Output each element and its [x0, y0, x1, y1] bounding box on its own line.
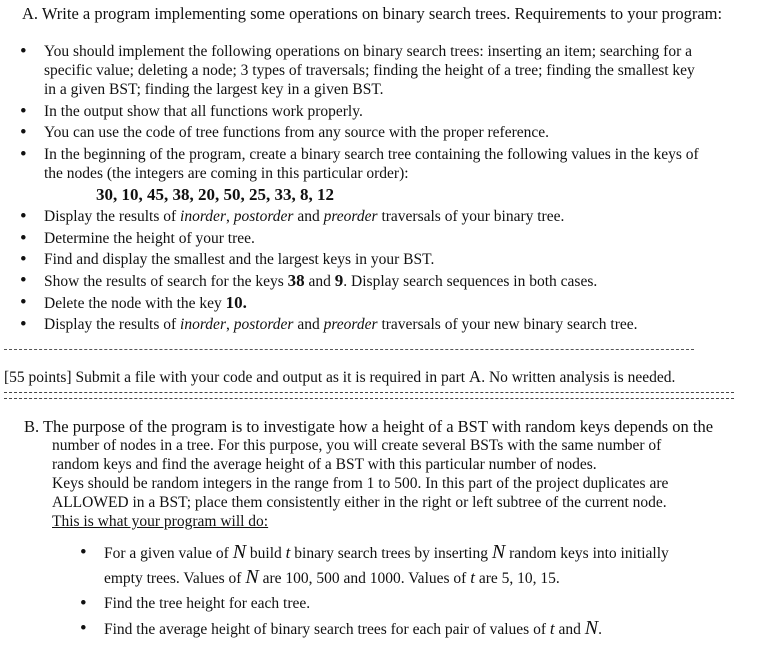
bullet-operations-line1: • You should implement the following operations on binary search trees: inserting an item; searching for a	[44, 42, 692, 61]
bullet-build-trees-line2: empty trees. Values of N are 100, 500 and 1000. Values of t are 5, 10, 15.	[104, 566, 560, 588]
bullet-average-height: • Find the average height of binary search trees for each pair of values of t and N.	[104, 619, 602, 639]
part-a-heading: A. Write a program implementing some operations on binary search trees. Requirements to your program:	[22, 4, 723, 23]
part-b-heading-line1: B. The purpose of the program is to investigate how a height of a BST with random keys depends on the	[24, 417, 714, 436]
dashed-divider	[4, 349, 694, 350]
part-b-heading-line3: random keys and find the average height of a BST with this particular number of nodes.	[52, 456, 597, 473]
submit-instructions: [55 points] Submit a file with your code and output as it is required in part A. No written analysis is needed.	[4, 367, 676, 386]
bullet-tree-height: • Find the tree height for each tree.	[104, 594, 310, 613]
part-b-heading-line2: number of nodes in a tree. For this purpose, you will create several BSTs with the same number of	[52, 437, 662, 454]
part-b-heading-line5: ALLOWED in a BST; place them consistently either in the right or left subtree of the current node.	[52, 494, 667, 511]
bullet-delete: • Delete the node with the key 10.	[44, 293, 247, 313]
bullet-output: • In the output show that all functions work properly.	[44, 102, 363, 121]
bullet-operations-line3: in a given BST; finding the largest key in a given BST.	[44, 81, 384, 98]
bullet-search: • Show the results of search for the keys 38 and 9. Display search sequences in both cases.	[44, 271, 597, 291]
bullet-code-reference: • You can use the code of tree functions from any source with the proper reference.	[44, 123, 549, 142]
part-b-heading-line4: Keys should be random integers in the range from 1 to 500. In this part of the project duplicates are	[52, 475, 669, 492]
bullet-traversals: • Display the results of inorder, postorder and preorder traversals of your binary tree.	[44, 207, 564, 226]
bullet-create-tree-line2: the nodes (the integers are coming in this particular order):	[44, 165, 409, 182]
bullet-build-trees-line1: • For a given value of N build t binary search trees by inserting N random keys into initially	[104, 543, 669, 563]
bullet-new-traversals: • Display the results of inorder, postorder and preorder traversals of your new binary search tree.	[44, 315, 638, 334]
double-dashed-divider	[4, 392, 734, 399]
bullet-create-tree-line1: • In the beginning of the program, create a binary search tree containing the following values in the keys of	[44, 145, 699, 164]
bullet-min-max: • Find and display the smallest and the largest keys in your BST.	[44, 250, 434, 269]
bullet-operations-line2: specific value; deleting a node; 3 types of traversals; finding the height of a tree; finding the smallest key	[44, 62, 695, 79]
program-steps-title: This is what your program will do:	[52, 513, 269, 530]
key-values-list: 30, 10, 45, 38, 20, 50, 25, 33, 8, 12	[96, 185, 334, 204]
bullet-height: • Determine the height of your tree.	[44, 229, 255, 248]
